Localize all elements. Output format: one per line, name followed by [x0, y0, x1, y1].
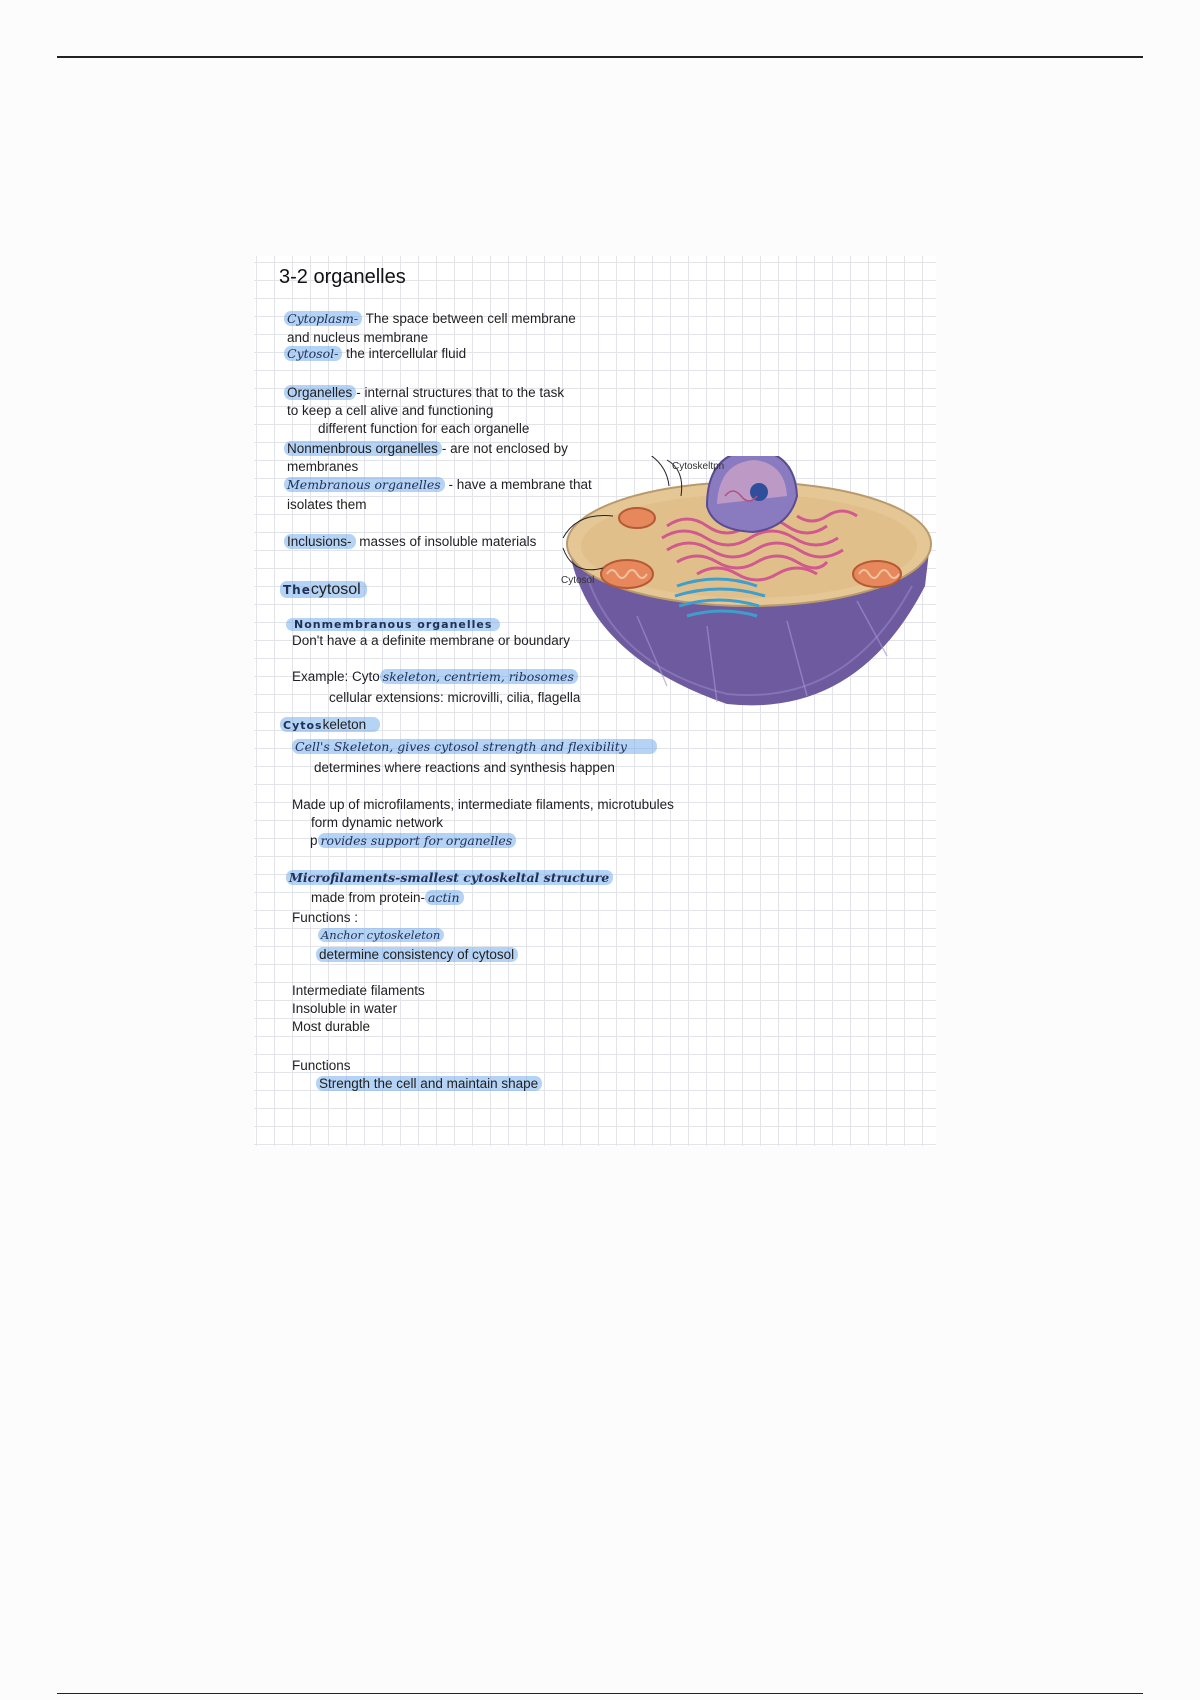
cytosol-line — [284, 346, 466, 362]
intermediate-filaments: Intermediate filaments — [292, 983, 425, 998]
organelles-definition: - internal structures that to the task — [356, 385, 565, 400]
cytoskeleton-heading-rest: keleton — [322, 717, 367, 732]
example-prefix: Example: Cyto — [292, 669, 380, 684]
cytosol-definition: the intercellular fluid — [342, 346, 467, 361]
most-durable: Most durable — [292, 1019, 371, 1034]
heading-the: The — [283, 583, 311, 597]
cytoskeleton-heading — [280, 717, 380, 734]
nonmembranous-heading: Nonmembranous organelles — [286, 616, 500, 633]
inclusions-definition: masses of insoluble materials — [355, 534, 537, 549]
cytosol-section-heading — [280, 580, 367, 600]
nonmembranous-description: Don't have a a definite membrane or boundary — [292, 633, 570, 648]
membranous-definition: - have a membrane that — [444, 477, 592, 492]
membranous-definition-cont: isolates them — [287, 497, 367, 512]
support-line: p rovides support for organelles — [310, 833, 516, 849]
inclusions-line — [284, 534, 536, 550]
top-rule — [57, 56, 1143, 58]
organelles-term: Organelles — [284, 385, 356, 400]
functions-label-2: Functions — [292, 1058, 351, 1073]
nonmembranous-line — [284, 441, 568, 457]
insoluble-in-water: Insoluble in water — [292, 1001, 398, 1016]
consistency-line: determine consistency of cytosol — [316, 947, 518, 963]
inclusions-term: Inclusions- — [284, 534, 356, 549]
example-line — [292, 669, 578, 685]
anchor-line: Anchor cytoskeleton — [318, 927, 444, 943]
label-cytosol: Cytosol — [561, 575, 595, 586]
microfilaments-heading: Microfilaments-smallest cytoskeltal structure — [286, 870, 613, 886]
page-title: 3-2 organelles — [279, 266, 406, 288]
label-cytoskeleton: Cytoskeltpn — [672, 461, 725, 472]
made-up-of: Made up of microfilaments, intermediate filaments, microtubules — [292, 797, 674, 812]
cytoplasm-definition: The space between cell membrane — [362, 311, 576, 326]
support-highlight: rovides support for organelles — [318, 833, 517, 848]
cytoplasm-term: Cytoplasm- — [284, 311, 362, 326]
organelles-definition-cont: to keep a cell alive and functioning — [287, 403, 494, 418]
example-highlight: skeleton, centriem, ribosomes — [380, 669, 578, 684]
cytoskeleton-heading-sc: Cytos — [283, 719, 323, 732]
cytoplasm-line — [284, 311, 576, 327]
actin-highlight: actin — [425, 890, 464, 905]
made-from-protein: made from protein- actin — [311, 890, 464, 906]
organelles-line — [284, 385, 564, 401]
functions-label-1: Functions : — [292, 910, 359, 925]
cell-cross-section-graphic — [557, 456, 937, 712]
dynamic-network: form dynamic network — [311, 815, 444, 830]
strength-line: Strength the cell and maintain shape — [316, 1076, 542, 1092]
heading-cytosol: cytosol — [310, 581, 361, 598]
animal-cell-illustration — [557, 456, 937, 712]
cellular-extensions: cellular extensions: microvilli, cilia, flagella — [329, 690, 581, 705]
cytosol-term: Cytosol- — [284, 346, 342, 361]
organelles-definition-sub: different function for each organelle — [318, 421, 530, 436]
membranous-line — [284, 477, 592, 493]
cytoplasm-definition-cont: and nucleus membrane — [287, 330, 429, 345]
membranous-term: Membranous organelles — [284, 477, 445, 492]
nonmembranous-definition-cont: membranes — [287, 459, 359, 474]
nonmembranous-term: Nonmenbrous organelles — [284, 441, 442, 456]
cytoskeleton-definition: Cell's Skeleton, gives cytosol strength and flexibility — [292, 739, 657, 755]
cytoskeleton-reactions: determines where reactions and synthesis happen — [314, 760, 615, 775]
bottom-rule — [57, 1693, 1143, 1694]
nonmembranous-definition: - are not enclosed by — [441, 441, 568, 456]
